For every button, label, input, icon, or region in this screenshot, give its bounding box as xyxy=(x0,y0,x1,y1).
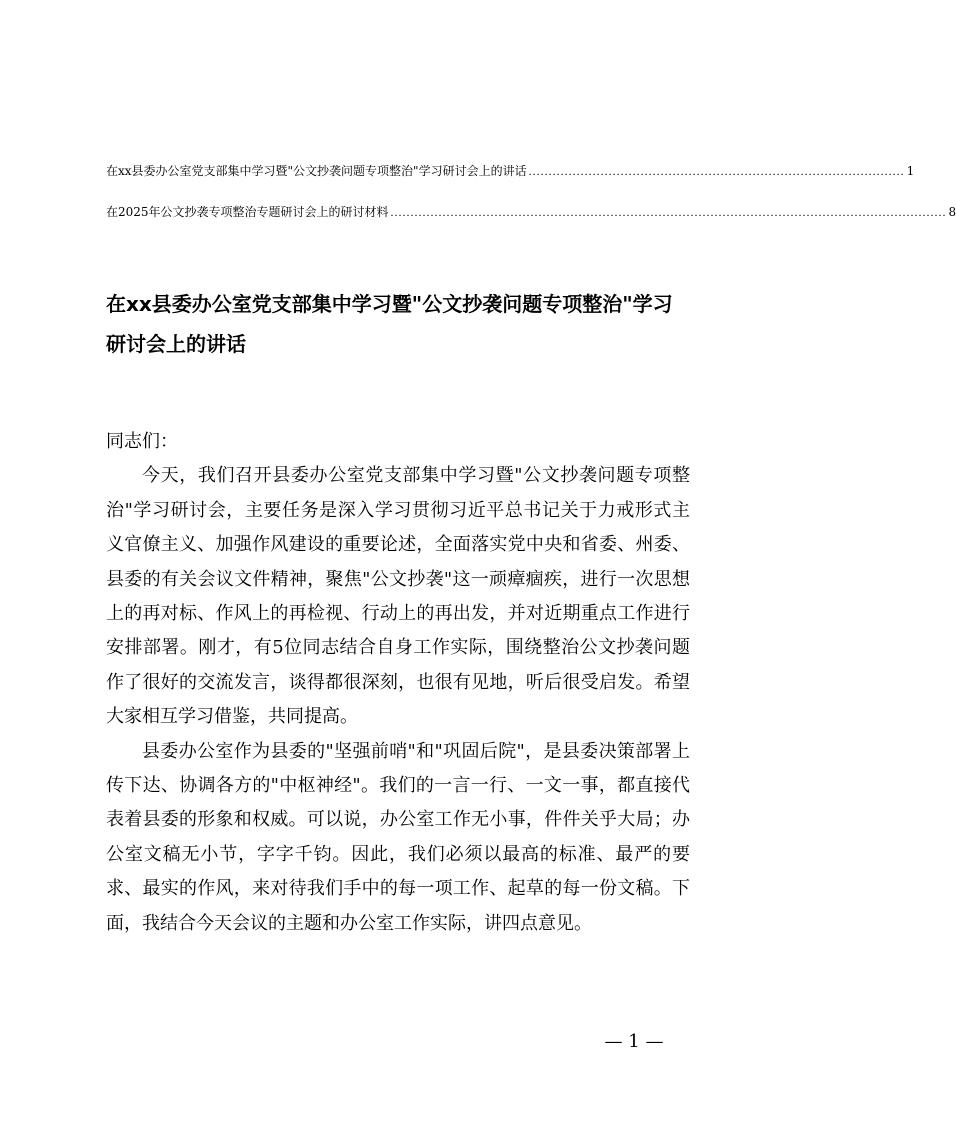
toc-leader-dots: ........................................................................................................................................... xyxy=(390,205,947,219)
toc-entry-title[interactable]: 在xx县委办公室党支部集中学习暨"公文抄袭问题专项整治"学习研讨会上的讲话 xyxy=(106,164,527,178)
document-body xyxy=(106,425,690,941)
toc-entry[interactable] xyxy=(106,204,956,220)
toc-entry[interactable] xyxy=(106,163,915,179)
salutation: 同志们： xyxy=(106,431,178,452)
table-of-contents xyxy=(106,163,956,220)
toc-page-number[interactable]: 1 xyxy=(906,164,915,178)
toc-entry-title[interactable]: 在2025年公文抄袭专项整治专题研讨会上的研讨材料 xyxy=(106,205,389,219)
page-number: — 1 — xyxy=(604,1031,664,1052)
toc-leader-dots: .............................................................................................. xyxy=(528,164,905,178)
body-paragraph: 今天，我们召开县委办公室党支部集中学习暨"公文抄袭问题专项整治"学习研讨会，主要任务是深入学习贯彻习近平总书记关于力戒形式主义官僚主义、加强作风建设的重要论述，全面落实党中央和省委、州委、县委的有关会议文件精神，聚焦"公文抄袭"这一顽瘴痼疾，进行一次思想上的再对标、作风上的再检视、行动上的再出发，并对近期重点工作进行安排部署。刚才，有5位同志结合自身工作实际，围绕整治公文抄袭问题作了很好的交流发言，谈得都很深刻，也很有见地，听后很受启发。希望大家相互学习借鉴，共同提高。 xyxy=(106,465,690,728)
document-title: 在xx县委办公室党支部集中学习暨"公文抄袭问题专项整治"学习研讨会上的讲话 xyxy=(106,292,673,356)
toc-page-number[interactable]: 8 xyxy=(948,205,956,219)
body-paragraph: 县委办公室作为县委的"坚强前哨"和"巩固后院"，是县委决策部署上传下达、协调各方的"中枢神经"。我们的一言一行、一文一事，都直接代表着县委的形象和权威。可以说，办公室工作无小事，件件关乎大局；办公室文稿无小节，字字千钧。因此，我们必须以最高的标准、最严的要求、最实的作风，来对待我们手中的每一项工作、起草的每一份文稿。下面，我结合今天会议的主题和办公室工作实际，讲四点意见。 xyxy=(106,740,690,934)
